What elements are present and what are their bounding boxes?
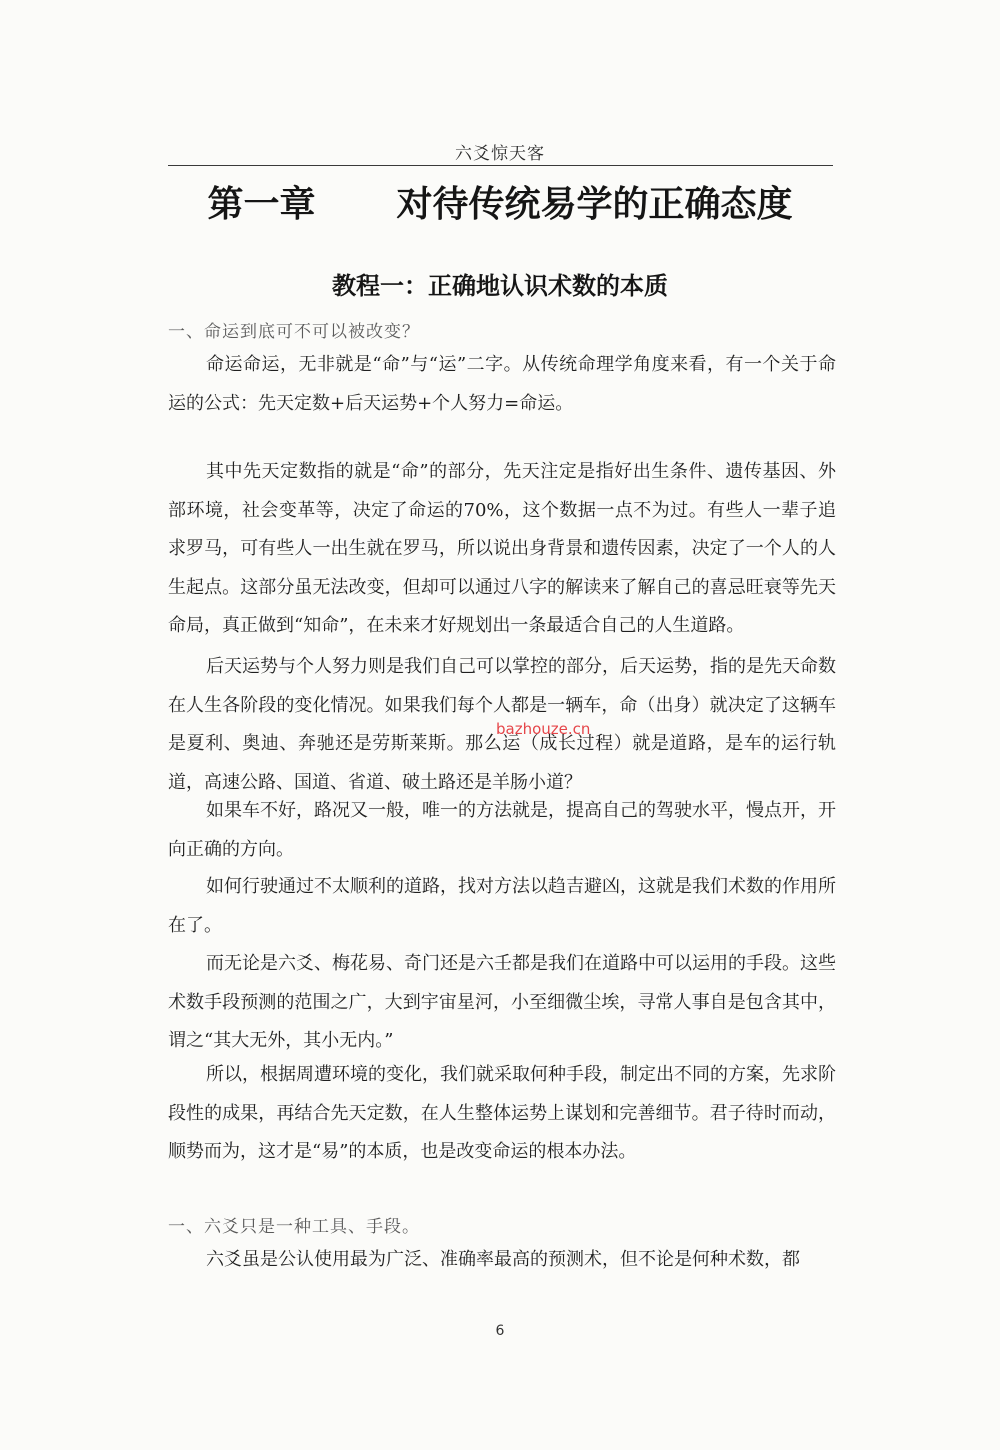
paragraph: 而无论是六爻、梅花易、奇门还是六壬都是我们在道路中可以运用的手段。这些术数手段预测的范围之广，大到宇宙星河，小至细微尘埃，寻常人事自是包含其中，谓之“其大无外，其小无内。”	[168, 953, 836, 1051]
paragraph: 其中先天定数指的就是“命”的部分，先天注定是指好出生条件、遗传基因、外部环境，社会变革等，决定了命运的70%，这个数据一点不为过。有些人一辈子追求罗马，可有些人一出生就在罗马，所以说出身背景和遗传因素，决定了一个人的人生起点。这部分虽无法改变，但却可以通过八字的解读来了解自己的喜忌旺衰等先天命局，真正做到“知命”，在未来才好规划出一条最适合自己的人生道路。	[168, 461, 836, 636]
chapter-title: 第一章 对待传统易学的正确态度	[207, 184, 793, 225]
header-rule	[168, 165, 833, 166]
page-number: 6	[495, 1323, 505, 1339]
paragraph: 六爻虽是公认使用最为广泛、准确率最高的预测术，但不论是何种术数，都	[206, 1249, 800, 1270]
paragraph: 所以，根据周遭环境的变化，我们就采取何种手段，制定出不同的方案，先求阶段性的成果，再结合先天定数，在人生整体运势上谋划和完善细节。君子待时而动，顺势而为，这才是“易”的本质，也是改变命运的根本办法。	[168, 1064, 836, 1162]
paragraph: 如何行驶通过不太顺利的道路，找对方法以趋吉避凶，这就是我们术数的作用所在了。	[168, 876, 836, 936]
section-heading-1: 一、命运到底可不可以被改变？	[168, 322, 420, 342]
running-header: 六爻惊天客	[455, 144, 545, 164]
watermark: bazhouze.cn	[496, 720, 591, 738]
lesson-title: 教程一：正确地认识术数的本质	[332, 272, 668, 300]
section-heading-2: 一、六爻只是一种工具、手段。	[168, 1217, 420, 1237]
paragraph: 后天运势与个人努力则是我们自己可以掌控的部分，后天运势，指的是先天命数在人生各阶段的变化情况。如果我们每个人都是一辆车，命（出身）就决定了这辆车是夏利、奥迪、奔驰还是劳斯莱斯。那么运（成长过程）就是道路，是车的运行轨道，高速公路、国道、省道、破土路还是羊肠小道？	[168, 656, 836, 793]
paragraph: 命运命运，无非就是“命”与“运”二字。从传统命理学角度来看，有一个关于命运的公式：先天定数+后天运势+个人努力=命运。	[168, 354, 836, 414]
paragraph: 如果车不好，路况又一般，唯一的方法就是，提高自己的驾驶水平，慢点开，开向正确的方向。	[168, 800, 836, 860]
